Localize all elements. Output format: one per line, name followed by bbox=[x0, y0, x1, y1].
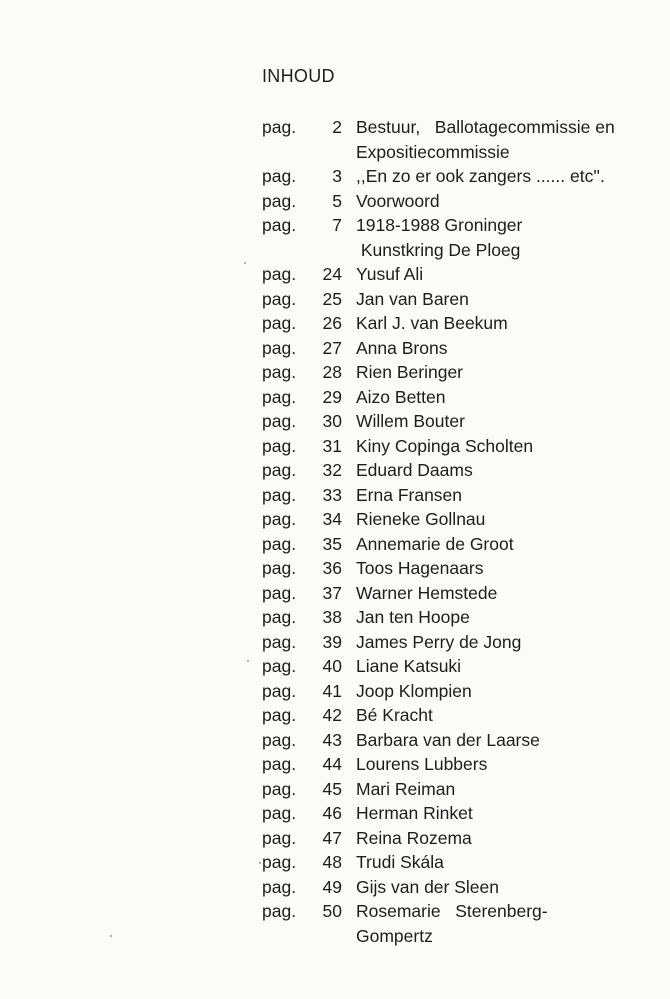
page-prefix: pag. bbox=[262, 876, 297, 897]
page-number: 50 bbox=[322, 901, 342, 921]
entry-title-line: Bé Kracht bbox=[356, 705, 433, 725]
page-prefix: pag. bbox=[262, 509, 297, 529]
page-number: 35 bbox=[322, 533, 342, 554]
page-reference bbox=[262, 213, 342, 238]
toc-entry bbox=[262, 826, 652, 851]
page-number: 39 bbox=[322, 631, 342, 652]
toc-entry bbox=[262, 654, 652, 679]
entry-title bbox=[342, 311, 652, 336]
page-reference bbox=[262, 654, 342, 679]
entry-title bbox=[342, 630, 652, 655]
page-reference bbox=[262, 311, 342, 336]
entry-title-line: Voorwoord bbox=[356, 190, 440, 211]
page-reference bbox=[262, 605, 342, 630]
page-prefix: pag. bbox=[262, 288, 297, 309]
page-reference bbox=[262, 899, 342, 924]
page-reference bbox=[262, 826, 342, 851]
page-prefix: pag. bbox=[262, 656, 297, 676]
entry-title bbox=[342, 654, 652, 679]
entry-title bbox=[342, 899, 652, 948]
entry-title-line: Aizo Betten bbox=[356, 386, 446, 407]
entry-title bbox=[342, 679, 652, 704]
entry-title bbox=[342, 385, 652, 410]
toc-entry bbox=[262, 164, 652, 189]
entry-title bbox=[342, 189, 652, 214]
page-number: 40 bbox=[322, 656, 342, 676]
entry-title-line: Barbara van der Laarse bbox=[356, 729, 540, 750]
paper-speck bbox=[259, 862, 261, 864]
entry-title-line: Gijs van der Sleen bbox=[356, 876, 499, 897]
page-reference bbox=[262, 875, 342, 900]
entry-title-line: Kiny Copinga Scholten bbox=[356, 435, 534, 456]
page-number: 25 bbox=[322, 288, 342, 309]
entry-title-line: Karl J. van Beekum bbox=[356, 313, 508, 333]
page-number: 46 bbox=[322, 803, 342, 823]
page-number: 34 bbox=[322, 509, 342, 529]
entry-title bbox=[342, 262, 652, 287]
toc-entry bbox=[262, 213, 652, 262]
page-reference bbox=[262, 189, 342, 214]
page-number: 49 bbox=[322, 876, 342, 897]
toc-entry bbox=[262, 777, 652, 802]
entry-title-line: Bestuur, Ballotagecommissie en bbox=[356, 117, 615, 137]
toc-entry bbox=[262, 728, 652, 753]
toc-entry bbox=[262, 679, 652, 704]
page-prefix: pag. bbox=[262, 386, 297, 407]
page-reference bbox=[262, 115, 342, 140]
entry-title-line: Willem Bouter bbox=[356, 411, 465, 431]
entry-title-line: Rosemarie Sterenberg- bbox=[356, 901, 548, 921]
page-reference bbox=[262, 409, 342, 434]
page-number: 5 bbox=[332, 190, 342, 211]
page-reference bbox=[262, 262, 342, 287]
toc-entry bbox=[262, 434, 652, 459]
page-number: 44 bbox=[322, 754, 342, 774]
page-prefix: pag. bbox=[262, 337, 297, 358]
toc-entry bbox=[262, 189, 652, 214]
page-number: 3 bbox=[332, 166, 342, 186]
toc-entry bbox=[262, 287, 652, 312]
entry-title-line: Gompertz bbox=[356, 925, 433, 946]
entry-title bbox=[342, 483, 652, 508]
entry-title bbox=[342, 777, 652, 802]
page-prefix: pag. bbox=[262, 411, 297, 431]
entry-title-line: Erna Fransen bbox=[356, 484, 463, 505]
page-number: 33 bbox=[322, 484, 342, 505]
page-prefix: pag. bbox=[262, 631, 297, 652]
entry-title bbox=[342, 507, 652, 532]
page-number: 42 bbox=[322, 705, 342, 725]
page-number: 38 bbox=[322, 607, 342, 627]
page-number: 26 bbox=[322, 313, 342, 333]
page-prefix: pag. bbox=[262, 558, 297, 578]
page-reference bbox=[262, 164, 342, 189]
toc-entry bbox=[262, 899, 652, 948]
page-number: 47 bbox=[322, 827, 342, 848]
page-reference bbox=[262, 777, 342, 802]
entry-title-line: Jan van Baren bbox=[356, 288, 469, 309]
page-reference bbox=[262, 728, 342, 753]
toc-entry bbox=[262, 556, 652, 581]
entry-title bbox=[342, 360, 652, 385]
page-prefix: pag. bbox=[262, 166, 297, 186]
page-reference bbox=[262, 507, 342, 532]
toc-entry bbox=[262, 630, 652, 655]
page-number: 28 bbox=[322, 362, 342, 382]
entry-title bbox=[342, 532, 652, 557]
toc-entry bbox=[262, 801, 652, 826]
page-reference bbox=[262, 287, 342, 312]
page-prefix: pag. bbox=[262, 484, 297, 505]
entry-title-line: Anna Brons bbox=[356, 337, 448, 358]
toc-entry bbox=[262, 752, 652, 777]
entry-title bbox=[342, 875, 652, 900]
page-number: 32 bbox=[322, 460, 342, 480]
page-number: 48 bbox=[322, 852, 342, 872]
entry-title-line: Herman Rinket bbox=[356, 803, 473, 823]
entry-title-line: Mari Reiman bbox=[356, 778, 456, 799]
toc-entry bbox=[262, 311, 652, 336]
entry-title bbox=[342, 605, 652, 630]
page-prefix: pag. bbox=[262, 313, 297, 333]
entry-title bbox=[342, 434, 652, 459]
entry-title bbox=[342, 801, 652, 826]
entry-title bbox=[342, 826, 652, 851]
page-prefix: pag. bbox=[262, 803, 297, 823]
page-prefix: pag. bbox=[262, 460, 297, 480]
toc-entry bbox=[262, 875, 652, 900]
page-prefix: pag. bbox=[262, 852, 297, 872]
page-reference bbox=[262, 483, 342, 508]
page-number: 45 bbox=[322, 778, 342, 799]
page-prefix: pag. bbox=[262, 705, 297, 725]
page-reference bbox=[262, 385, 342, 410]
entry-title bbox=[342, 458, 652, 483]
page-number: 43 bbox=[322, 729, 342, 750]
paper-speck bbox=[244, 262, 246, 264]
toc-entry bbox=[262, 532, 652, 557]
toc-entry bbox=[262, 507, 652, 532]
toc-entry bbox=[262, 703, 652, 728]
page-reference bbox=[262, 581, 342, 606]
page-prefix: pag. bbox=[262, 729, 297, 750]
page-prefix: pag. bbox=[262, 190, 297, 211]
toc-entry bbox=[262, 581, 652, 606]
entry-title bbox=[342, 164, 652, 189]
page-reference bbox=[262, 360, 342, 385]
page-prefix: pag. bbox=[262, 754, 297, 774]
page-prefix: pag. bbox=[262, 827, 297, 848]
page-reference bbox=[262, 434, 342, 459]
page-number: 27 bbox=[322, 337, 342, 358]
entry-title-line: Reina Rozema bbox=[356, 827, 472, 848]
toc-entry bbox=[262, 385, 652, 410]
entry-title bbox=[342, 409, 652, 434]
page-reference bbox=[262, 556, 342, 581]
page-prefix: pag. bbox=[262, 778, 297, 799]
page-prefix: pag. bbox=[262, 215, 297, 235]
toc-entry bbox=[262, 458, 652, 483]
toc-entry bbox=[262, 409, 652, 434]
toc-entry bbox=[262, 115, 652, 164]
page-reference bbox=[262, 801, 342, 826]
entry-title-line: ,,En zo er ook zangers ...... etc''. bbox=[356, 166, 605, 186]
entry-title-line: James Perry de Jong bbox=[356, 631, 522, 652]
page-reference bbox=[262, 532, 342, 557]
page-number: 2 bbox=[332, 117, 342, 137]
entry-title-line: Trudi Skála bbox=[356, 852, 444, 872]
page-prefix: pag. bbox=[262, 435, 297, 456]
entry-title-line: Rien Beringer bbox=[356, 362, 463, 382]
toc-entry bbox=[262, 483, 652, 508]
page-prefix: pag. bbox=[262, 362, 297, 382]
page-number: 30 bbox=[322, 411, 342, 431]
page-number: 24 bbox=[322, 264, 342, 284]
page-number: 36 bbox=[322, 558, 342, 578]
page-reference bbox=[262, 850, 342, 875]
page-prefix: pag. bbox=[262, 607, 297, 627]
page-number: 31 bbox=[322, 435, 342, 456]
page-reference bbox=[262, 458, 342, 483]
page-number: 29 bbox=[322, 386, 342, 407]
entry-title bbox=[342, 287, 652, 312]
page-number: 7 bbox=[332, 215, 342, 235]
toc-entry bbox=[262, 850, 652, 875]
entry-title bbox=[342, 728, 652, 753]
page-prefix: pag. bbox=[262, 680, 297, 701]
entry-title-line: Lourens Lubbers bbox=[356, 754, 488, 774]
entry-title-line: Liane Katsuki bbox=[356, 656, 462, 676]
entry-title-line: Toos Hagenaars bbox=[356, 558, 484, 578]
paper-speck bbox=[247, 660, 249, 662]
page-reference bbox=[262, 679, 342, 704]
entry-title bbox=[342, 336, 652, 361]
entry-title-line: Warner Hemstede bbox=[356, 582, 498, 603]
toc-entry bbox=[262, 360, 652, 385]
entry-title bbox=[342, 213, 652, 262]
page-prefix: pag. bbox=[262, 582, 297, 603]
page-prefix: pag. bbox=[262, 533, 297, 554]
entry-title-line: Yusuf Ali bbox=[356, 264, 424, 284]
page-reference bbox=[262, 752, 342, 777]
page-reference bbox=[262, 630, 342, 655]
entry-title-line: Eduard Daams bbox=[356, 460, 473, 480]
entry-title-line: Kunstkring De Ploeg bbox=[356, 239, 521, 260]
toc-entry bbox=[262, 262, 652, 287]
page-number: 37 bbox=[322, 582, 342, 603]
page-prefix: pag. bbox=[262, 264, 297, 284]
page-prefix: pag. bbox=[262, 901, 297, 921]
entry-title-line: Jan ten Hoope bbox=[356, 607, 470, 627]
entry-title-line: 1918-1988 Groninger bbox=[356, 215, 523, 235]
toc-entry bbox=[262, 605, 652, 630]
entry-title-line: Expositiecommissie bbox=[356, 141, 510, 162]
entry-title bbox=[342, 581, 652, 606]
paper-speck bbox=[110, 935, 112, 937]
table-of-contents bbox=[262, 115, 652, 948]
entry-title bbox=[342, 703, 652, 728]
toc-entry bbox=[262, 336, 652, 361]
entry-title-line: Joop Klompien bbox=[356, 680, 472, 701]
entry-title bbox=[342, 850, 652, 875]
page-reference bbox=[262, 703, 342, 728]
entry-title-line: Rieneke Gollnau bbox=[356, 509, 486, 529]
entry-title bbox=[342, 752, 652, 777]
page-number: 41 bbox=[322, 680, 342, 701]
page-reference bbox=[262, 336, 342, 361]
entry-title bbox=[342, 556, 652, 581]
entry-title bbox=[342, 115, 652, 164]
page-title: INHOUD bbox=[262, 66, 335, 86]
page-prefix: pag. bbox=[262, 117, 297, 137]
entry-title-line: Annemarie de Groot bbox=[356, 533, 514, 554]
